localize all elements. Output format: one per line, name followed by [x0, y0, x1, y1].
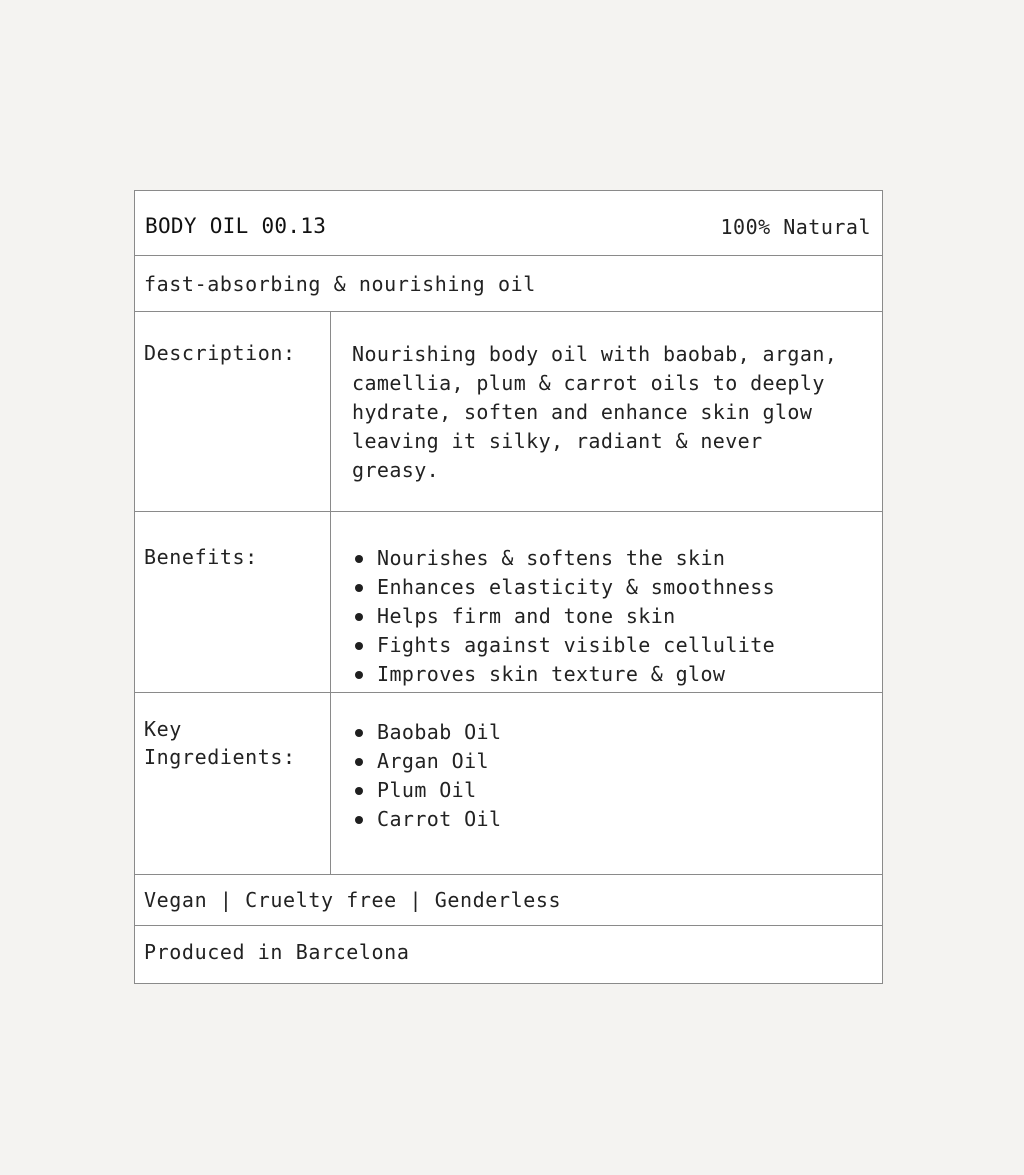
description-label: Description: [144, 341, 296, 365]
benefit-item [352, 573, 862, 602]
benefits-label: Benefits: [144, 545, 258, 569]
benefits-row [135, 512, 882, 693]
benefits-list [352, 544, 862, 689]
benefits-list-container [352, 544, 862, 689]
ingredients-label-line: Ingredients: [144, 745, 296, 769]
bullet-icon [355, 642, 363, 650]
description-line: camellia, plum & carrot oils to deeply [352, 371, 825, 395]
benefit-item [352, 631, 862, 660]
bullet-icon [355, 787, 363, 795]
description-line: greasy. [352, 458, 440, 482]
description-row [135, 312, 882, 512]
benefit-text: Improves skin texture & glow [377, 662, 726, 686]
bullet-icon [355, 613, 363, 621]
description-line: hydrate, soften and enhance skin glow [352, 400, 813, 424]
product-name: BODY OIL 00.13 [145, 214, 327, 238]
benefit-text: Enhances elasticity & smoothness [377, 575, 776, 599]
ingredients-row [135, 693, 882, 875]
description-line: Nourishing body oil with baobab, argan, [352, 342, 838, 366]
column-divider [330, 312, 331, 693]
production-origin: Produced in Barcelona [144, 940, 410, 964]
tagline-row [135, 256, 882, 312]
product-label-card [134, 190, 883, 984]
bullet-icon [355, 816, 363, 824]
ingredients-label-line: Key [144, 717, 182, 741]
origin-row [135, 926, 882, 985]
ingredients-label [144, 715, 324, 771]
ingredient-item [352, 776, 862, 805]
bullet-icon [355, 729, 363, 737]
description-text [352, 340, 862, 485]
bullet-icon [355, 671, 363, 679]
description-line: leaving it silky, radiant & never [352, 429, 763, 453]
benefit-text: Fights against visible cellulite [377, 633, 776, 657]
bullet-icon [355, 555, 363, 563]
benefit-text: Helps firm and tone skin [377, 604, 676, 628]
benefit-text: Nourishes & softens the skin [377, 546, 726, 570]
bullet-icon [355, 758, 363, 766]
ingredient-item [352, 805, 862, 834]
attributes-row [135, 875, 882, 926]
ingredient-text: Carrot Oil [377, 807, 502, 831]
ingredient-item [352, 718, 862, 747]
benefit-item [352, 660, 862, 689]
benefit-item [352, 544, 862, 573]
product-tagline: fast-absorbing & nourishing oil [144, 272, 536, 296]
benefit-item [352, 602, 862, 631]
ingredients-list [352, 718, 862, 834]
ingredient-text: Argan Oil [377, 749, 489, 773]
product-attributes: Vegan | Cruelty free | Genderless [144, 888, 562, 912]
ingredient-text: Plum Oil [377, 778, 477, 802]
label-header-row [135, 191, 882, 256]
bullet-icon [355, 584, 363, 592]
natural-claim: 100% Natural [720, 215, 871, 239]
column-divider [330, 693, 331, 874]
ingredient-text: Baobab Oil [377, 720, 502, 744]
ingredient-item [352, 747, 862, 776]
ingredients-list-container [352, 718, 862, 834]
